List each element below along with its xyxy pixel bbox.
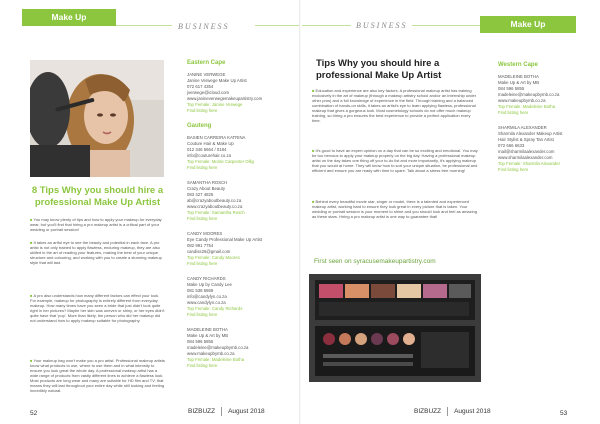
- bullet-icon: ■: [30, 358, 34, 363]
- article-title-left: [30, 185, 165, 209]
- find-listing-link[interactable]: Find listing here: [498, 110, 529, 115]
- paragraph-5: ■ Education and experience are also key factors. A professional makeup artist has training exclusively in the art of makeup (through a makeup artistry school and/or an internship under other pros) and a full knowledge of experience in the field. Through training and a balanced combination of hands-on skills, it takes an artist's eye to learn applying flawless, professional makeup that gives a gorgeous look. Most cosmetology schools do not offer much makeup training, so hiring a pro ensures the best experience to provide a perfect application every time.: [312, 88, 477, 123]
- bullet-icon: ■: [30, 217, 34, 222]
- directory-entry: MADELEINE BOTHA Make Up & Art by MB 084 596 5855 madeleine@makeupbymb.co.za www.makeupbymb.co.za Top Female: Madeleine Botha Find listing here: [498, 74, 593, 116]
- paragraph-3: ■ A pro also understands how many different factors can effect your look. For example, makeup for photography is entirely different from everyday makeup. How many times have you seen a bride that just didn't look quite right in her pictures? Maybe her skin was uneven or shiny, or her eyes didn't quite have that 'pop'. More than likely, the person who did her makeup did not understand how to apply makeup suitable for photography.: [30, 293, 165, 323]
- region-heading: Gauteng: [187, 123, 212, 129]
- footer-date: August 2018: [228, 408, 265, 416]
- header-rule: [255, 25, 299, 26]
- footer-divider: [447, 407, 448, 416]
- bullet-icon: ■: [312, 148, 316, 153]
- header-rule: [412, 25, 480, 26]
- footer-right: [414, 407, 491, 416]
- find-listing-link[interactable]: Find listing here: [187, 363, 218, 368]
- makeup-photo: [30, 60, 164, 177]
- footer-brand: BIZBUZZ: [188, 408, 216, 416]
- category-tab-right: Make Up: [480, 16, 576, 33]
- source-link[interactable]: First seen on syracusemakeupartistry.com: [314, 258, 436, 265]
- region-heading: Eastern Cape: [187, 60, 226, 66]
- find-listing-link[interactable]: Find listing here: [187, 165, 218, 170]
- footer-date: August 2018: [454, 408, 491, 416]
- header-rule: [302, 25, 351, 26]
- find-listing-link[interactable]: Find listing here: [187, 108, 218, 113]
- find-listing-link[interactable]: Find listing here: [187, 312, 218, 317]
- title-line-1: 8 Tips Why you should hire a: [31, 185, 164, 196]
- header-rule: [116, 25, 172, 26]
- paragraph-6: ■ It's good to have an expert opinion on a day that can be so exciting and emotional. You may be too nervous to apply your makeup properly on the big day. Having a professional makeup artist on the day takes one thing off your to-do list and more importantly, it's applying makeup that you would at home. They will know how to sort your unique situation, be professional and efficient and ensure you are ready with time to spare. Talk about a stress free morning!: [312, 148, 478, 173]
- bullet-icon: ■: [30, 240, 34, 245]
- directory-entry: SHARMILA ALEXANDER Sharmila Alexander Makeup Artist Hair Stylist & Spray Tan Artist 072 666 6633 mail@sharmilaalexander.com www.sharmilaalexander.com Top Female: Sharmila Alexander Find listing here: [498, 125, 593, 173]
- title-line-2: professional Make Up Artist: [316, 70, 442, 81]
- paragraph-4: ■ Your makeup bag won't make you a pro artist. Professional makeup artists know what products to use, where to use them and in what intensity to ensure you look great the whole day. A professional makeup artist has a wide range of products from vastly different lines to achieve a flawless look. Most products are long wear and many are suitable for HD film and TV, that means they will last throughout your entire day while still looking and feeling incredibly natural.: [30, 358, 165, 393]
- directory-column-left: [187, 60, 283, 378]
- section-header-left: BUSINESS: [178, 22, 230, 31]
- category-tab-left: Make Up: [22, 9, 116, 26]
- title-line-2: professional Make Up Artist: [34, 197, 161, 208]
- bullet-icon: ■: [30, 293, 34, 298]
- directory-entry: JANINE VERWEGE Janine Verwege Make Up Artist 072 617 4354 jverwege@icloud.com www.janineverwegemakeupartistry.com Top Female: Janine Verwege Find listing here: [187, 72, 283, 114]
- page-number-right: 53: [560, 410, 568, 417]
- footer-divider: [221, 407, 222, 416]
- directory-entry: SAMANTHA ROSCH Crazy About Beauty 083 427 4825 ab@crazyaboutbeauty.co.za www.crazyaboutbeauty.co.za Top Female: Samantha Rosch Find listing here: [187, 180, 283, 222]
- find-listing-link[interactable]: Find listing here: [498, 167, 529, 172]
- makeup-case-photo: [309, 274, 481, 382]
- paragraph-7: ■ Behind every beautiful movie star, singer or model, there is a talented and experienced makeup artist, working hard to ensure they look great in every picture that is taken. Your wedding or portrait session is your moment to shine and you should look and feel as amazing as these stars. Hiring a pro makeup artist is one way to guarantee that!: [312, 199, 477, 219]
- directory-entry: BASIEN CARREIRA KATRINA Couture Hair & Make Up 012 346 5664 / 0184 info@couturehair.co.za Top Female: Monte Carpenter Ollig Find listing here: [187, 135, 283, 171]
- title-line-1: Tips Why you should hire a: [316, 58, 440, 69]
- section-header-right: BUSINESS: [356, 21, 408, 30]
- directory-entry: CANDY RICHARDS Make Up by Candy Lee 081 538 5869 info@candylyn.co.za www.candylyn.co.za Top Female: Candy Richards Find listing here: [187, 276, 283, 318]
- paragraph-2: ■ It takes an artful eye to see the beauty and potential in each face. A pro artist is not only trained to apply flawless, enduring makeup, they are also skilled in the art of reading your features, making the best of your unique structure and colouring, and working with you to create a stunning makeup style that will last.: [30, 240, 162, 265]
- page-number-left: 52: [30, 410, 38, 417]
- directory-entry: MADELEINE BOTHA Make Up & Art by MB 084 596 5855 madeleine@makeupbymb.co.za www.makeupbymb.co.za Top Female: Madeleine Botha Find listing here: [187, 327, 283, 369]
- directory-column-right: [498, 62, 593, 182]
- footer-brand: BIZBUZZ: [414, 408, 442, 416]
- footer-left: [188, 407, 265, 416]
- directory-entry: CANDY MOORES Eye Candy Professional Make Up Artist 082 991 7754 candiss26@gmail.com Top Female: Candy Moores Find listing here: [187, 231, 283, 267]
- find-listing-link[interactable]: Find listing here: [187, 216, 218, 221]
- page-gutter: [299, 0, 301, 424]
- makeup-photo-illustration: [30, 60, 164, 177]
- article-title-right: [316, 58, 486, 82]
- paragraph-1: ■ You may know plenty of tips and how to apply your makeup for everyday wear, but you'll find that hiring a pro makeup artist is a critical part of your wedding or portrait session!: [30, 217, 162, 232]
- region-heading: Western Cape: [498, 62, 538, 68]
- bullet-icon: ■: [312, 88, 316, 93]
- makeup-case-illustration: [309, 274, 481, 382]
- bullet-icon: ■: [312, 199, 316, 204]
- find-listing-link[interactable]: Find listing here: [187, 261, 218, 266]
